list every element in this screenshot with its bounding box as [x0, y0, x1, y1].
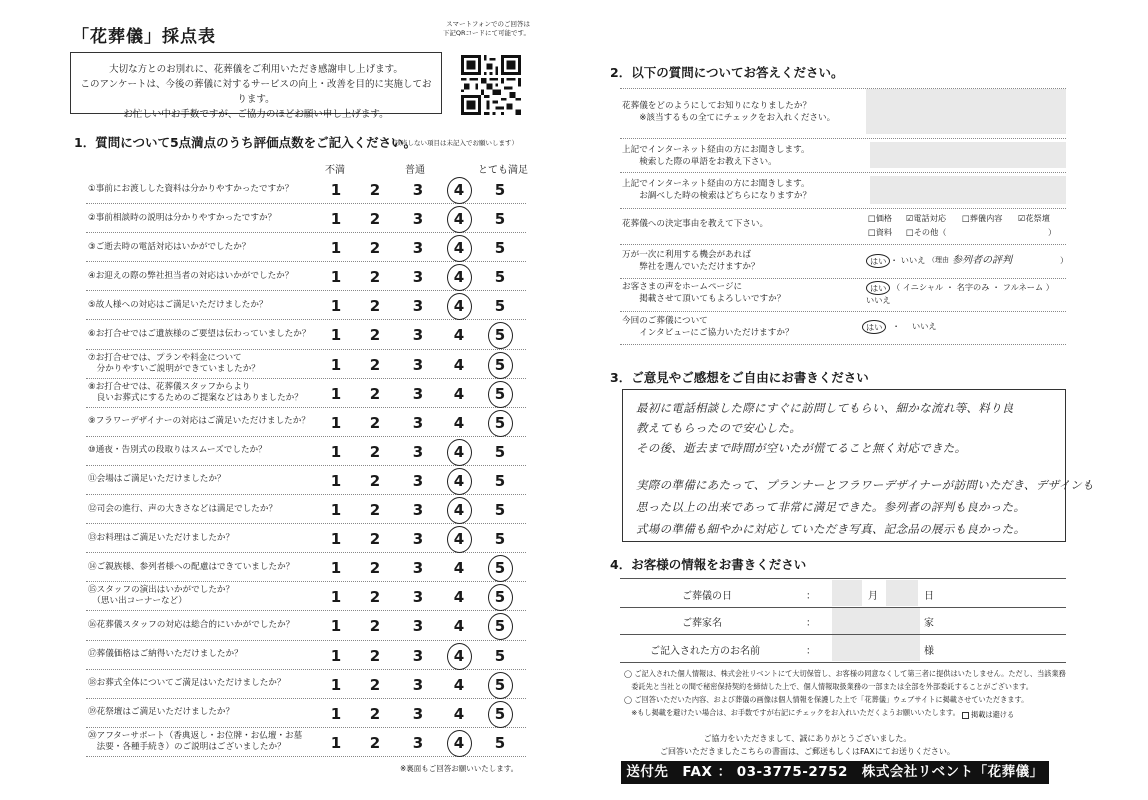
score-5[interactable]: 5 [494, 471, 506, 490]
option-flower-altar[interactable]: ☑花祭壇 [1018, 213, 1050, 223]
score-5-circled[interactable]: 5 [489, 588, 511, 606]
redacted-area [870, 176, 1066, 204]
score-1[interactable]: 1 [330, 210, 342, 229]
score-3[interactable]: 3 [412, 530, 424, 549]
score-4-circled[interactable]: 4 [448, 268, 470, 286]
avoid-publish-label: 掲載は避ける [971, 710, 1015, 719]
option-materials[interactable]: □資料 [868, 227, 893, 237]
score-2[interactable]: 2 [369, 239, 381, 258]
comment-line: 最初に電話相談した際にすぐに訪問してもらい、細かな流れ等、料り良 [636, 401, 1014, 415]
score-1[interactable]: 1 [330, 501, 342, 520]
score-4-circled[interactable]: 4 [448, 734, 470, 752]
score-4-circled[interactable]: 4 [448, 297, 470, 315]
score-3[interactable]: 3 [412, 559, 424, 578]
rating-table [86, 175, 526, 757]
score-3[interactable]: 3 [412, 733, 424, 752]
divider [620, 662, 1066, 663]
score-3[interactable]: 3 [412, 471, 424, 490]
score-2[interactable]: 2 [369, 442, 381, 461]
rating-row [86, 262, 526, 291]
suffix-family: 家 [924, 618, 934, 629]
score-3[interactable]: 3 [412, 588, 424, 607]
comment-line: 思った以上の出来であって非常に満足できた。参列者の評判も良かった。 [636, 500, 1026, 514]
question-text: ⑲花祭壇はご満足いただけましたか？ [88, 707, 235, 718]
score-5[interactable]: 5 [494, 268, 506, 287]
scale-label-low: 不満 [325, 165, 345, 176]
divider [620, 244, 1066, 245]
question-use-again: 万が一次に利用する機会があれば 弊社を選んでいただけますか？ [622, 250, 760, 272]
score-3[interactable]: 3 [412, 646, 424, 665]
option-content[interactable]: □葬儀内容 [962, 213, 1003, 223]
rating-row [86, 233, 526, 262]
question-text: ⑯花葬儀スタッフの対応は総合的にいかがでしたか？ [88, 619, 295, 630]
score-4[interactable]: 4 [453, 384, 465, 403]
question-text: ⑨フラワーデザイナーの対応はご満足いただけましたか？ [88, 416, 310, 427]
score-3[interactable]: 3 [412, 675, 424, 694]
score-5-circled[interactable]: 5 [489, 676, 511, 694]
thanks-message: ご協力をいただきまして、誠にありがとうございました。 ご回答いただきましたこちらの書面は、ご郵送もしくはFAXにてお送りください。 [660, 734, 955, 756]
score-1[interactable]: 1 [330, 181, 342, 199]
score-5-circled[interactable]: 5 [489, 356, 511, 374]
score-4[interactable]: 4 [453, 675, 465, 694]
intro-line: このアンケートは、今後の葬儀に対するサービスの向上・改善を目的に実施しております。 [80, 79, 432, 105]
score-3[interactable]: 3 [412, 413, 424, 432]
rating-row [86, 350, 526, 379]
answer-no[interactable]: いいえ [866, 295, 891, 305]
score-4-circled[interactable]: 4 [448, 472, 470, 490]
score-1[interactable]: 1 [330, 355, 342, 374]
question-text: ⑩通夜・告別式の段取りはスムーズでしたか？ [88, 445, 267, 456]
score-5-circled[interactable]: 5 [489, 326, 511, 344]
question-text: ⑭ご親族様、参列者様への配慮はできていましたか？ [88, 561, 295, 572]
answer-separator: ・ [892, 321, 901, 331]
intro-line: 大切な方とのお別れに、花葬儀をご利用いただき感謝申し上げます。 [109, 64, 403, 75]
fax-banner: 送付先 FAX ： 03-3775-2752 株式会社リベント「花葬儀」 [621, 761, 1049, 784]
score-1[interactable]: 1 [330, 733, 342, 752]
label-family-name: ご葬家名 [682, 618, 722, 629]
score-2[interactable]: 2 [369, 384, 381, 403]
score-3[interactable]: 3 [412, 297, 424, 316]
question-text: ⑦お打合せでは、プランや料金について 分かりやすいご説明ができていましたか？ [88, 352, 260, 374]
comment-line: その後、逝去まで時間が空いたが慌てること無く対応できた。 [636, 441, 967, 455]
score-2[interactable]: 2 [369, 530, 381, 549]
score-2[interactable]: 2 [369, 588, 381, 607]
score-2[interactable]: 2 [369, 559, 381, 578]
score-5[interactable]: 5 [494, 181, 506, 199]
score-2[interactable]: 2 [369, 704, 381, 723]
score-3[interactable]: 3 [412, 704, 424, 723]
score-4[interactable]: 4 [453, 559, 465, 578]
question-text: ⑪会場はご満足いただけましたか？ [88, 474, 226, 485]
divider [620, 208, 1066, 209]
score-1[interactable]: 1 [330, 588, 342, 607]
redacted-area [832, 580, 862, 606]
suffix-month: 月 [868, 591, 878, 602]
score-2[interactable]: 2 [369, 733, 381, 752]
rating-row [86, 524, 526, 553]
score-4-circled[interactable]: 4 [448, 181, 470, 199]
score-2[interactable]: 2 [369, 210, 381, 229]
intro-line: お忙しい中お手数ですが、ご協力のほどお願い申し上げます。 [123, 109, 389, 120]
score-1[interactable]: 1 [330, 297, 342, 316]
score-5[interactable]: 5 [494, 530, 506, 549]
score-4-circled[interactable]: 4 [448, 210, 470, 228]
intro-box [70, 52, 442, 120]
score-1[interactable]: 1 [330, 617, 342, 636]
option-other-close: ） [1048, 227, 1057, 237]
divider [620, 311, 1066, 312]
question-text: ①事前にお渡しした資料は分かりやすかったですか？ [88, 183, 294, 194]
score-1[interactable]: 1 [330, 268, 342, 287]
question-text: ⑮スタッフの演出はいかがでしたか？ （思い出コーナーなど） [88, 585, 235, 607]
answer-no[interactable]: いいえ [912, 321, 937, 331]
question-text: ⑧お打合せでは、花葬儀スタッフからより 良いお葬式にするためのご提案などはありましたか？ [88, 381, 303, 403]
answer-no[interactable]: ・ いいえ [890, 255, 926, 265]
section4-title: 4．お客様の情報をお書きください [610, 557, 807, 572]
score-4-circled[interactable]: 4 [448, 647, 470, 665]
comment-line: 教えてもらったので安心した。 [636, 421, 802, 435]
rating-row [86, 379, 526, 408]
score-3[interactable]: 3 [412, 268, 424, 287]
score-2[interactable]: 2 [369, 297, 381, 316]
rating-row [86, 408, 526, 437]
redacted-area [870, 142, 1066, 168]
divider [620, 578, 1066, 579]
answer-yes-circled[interactable]: はい [866, 254, 890, 268]
score-5-circled[interactable]: 5 [489, 559, 511, 577]
score-2[interactable]: 2 [369, 675, 381, 694]
score-4-circled[interactable]: 4 [448, 501, 470, 519]
divider [620, 344, 1066, 345]
score-2[interactable]: 2 [369, 413, 381, 432]
question-search-engine: 上記でインターネット経由の方にお聞きします。 お調べした時の検索はどちらになりますか？ [622, 179, 812, 201]
rating-row [86, 495, 526, 524]
score-4[interactable]: 4 [453, 588, 465, 607]
score-2[interactable]: 2 [369, 646, 381, 665]
score-5-circled[interactable]: 5 [489, 414, 511, 432]
score-5-circled[interactable]: 5 [489, 617, 511, 635]
rating-row [86, 320, 526, 349]
question-text: ⑳アフターサポート（香典返し・お位牌・お仏壇・お墓 法要・各種手続き）のご説明はございましたか？ [88, 730, 303, 752]
question-decision-reason: 花葬儀への決定事由を教えて下さい。 [622, 219, 769, 229]
score-5[interactable]: 5 [494, 239, 506, 258]
score-5-circled[interactable]: 5 [489, 385, 511, 403]
label-writer-name: ご記入された方のお名前 [650, 646, 760, 657]
score-2[interactable]: 2 [369, 501, 381, 520]
section1-title: 1．質問について5点満点のうち評価点数をご記入ください。 [74, 135, 417, 150]
score-3[interactable]: 3 [412, 501, 424, 520]
reason-handwriting: 参列者の評判 [952, 255, 1012, 266]
score-4-circled[interactable]: 4 [448, 239, 470, 257]
score-4-circled[interactable]: 4 [448, 443, 470, 461]
avoid-publish-checkbox[interactable] [962, 709, 1014, 721]
checkbox-icon[interactable] [962, 712, 969, 719]
score-3[interactable]: 3 [412, 181, 424, 199]
colon: ： [806, 618, 816, 629]
score-1[interactable]: 1 [330, 326, 342, 345]
redacted-area [832, 635, 920, 661]
score-2[interactable]: 2 [369, 471, 381, 490]
score-2[interactable]: 2 [369, 181, 381, 199]
question-publish-voice: お客さまの声をホームページに 掲載させて頂いてもよろしいですか？ [622, 282, 786, 304]
score-5[interactable]: 5 [494, 646, 506, 665]
label-funeral-date: ご葬儀の日 [682, 591, 732, 602]
redacted-area [832, 608, 920, 634]
rating-row [86, 204, 526, 233]
question-text: ⑱お葬式全体についてご満足はいただけましたか？ [88, 678, 286, 689]
scale-label-mid: 普通 [405, 165, 425, 176]
score-4[interactable]: 4 [453, 355, 465, 374]
option-price[interactable]: □価格 [868, 213, 893, 223]
score-5[interactable]: 5 [494, 210, 506, 229]
rating-row [86, 437, 526, 466]
score-4[interactable]: 4 [453, 326, 465, 345]
score-5-circled[interactable]: 5 [489, 705, 511, 723]
colon: ： [806, 646, 816, 657]
score-5[interactable]: 5 [494, 297, 506, 316]
option-phone[interactable]: ☑電話対応 [906, 213, 947, 223]
question-text: ③ご逝去時の電話対応はいかがでしたか？ [88, 241, 251, 252]
back-note: ※裏面もご回答お願いいたします。 [400, 764, 519, 773]
section1-note: （該当しない項目は未記入でお願いします） [388, 139, 518, 147]
question-how-found: 花葬儀をどのようにしてお知りになりましたか？ ※該当するもの全てにチェックをお入れください。 [622, 101, 836, 123]
score-2[interactable]: 2 [369, 355, 381, 374]
score-1[interactable]: 1 [330, 530, 342, 549]
score-1[interactable]: 1 [330, 413, 342, 432]
rating-row [86, 728, 526, 757]
divider [620, 138, 1066, 139]
question-text: ⑬お料理はご満足いただけましたか？ [88, 532, 235, 543]
rating-row [86, 670, 526, 699]
question-text: ⑥お打合せではご遺族様のご要望は伝わっていましたか？ [88, 328, 311, 339]
redacted-area [866, 89, 1066, 134]
score-1[interactable]: 1 [330, 559, 342, 578]
score-1[interactable]: 1 [330, 384, 342, 403]
qr-note: スマートフォンでのご回答は 下記QRコードにて可能です。 [442, 20, 530, 37]
question-interview: 今回のご葬儀について インタビューにご協力いただけますか？ [622, 316, 794, 338]
score-3[interactable]: 3 [412, 617, 424, 636]
question-text: ⑫司会の進行、声の大きさなどは満足でしたか？ [88, 503, 278, 514]
score-1[interactable]: 1 [330, 675, 342, 694]
reason-label: （理由 [928, 256, 949, 264]
suffix-day: 日 [924, 591, 934, 602]
rating-row [86, 291, 526, 320]
score-3[interactable]: 3 [412, 326, 424, 345]
rating-row [86, 641, 526, 670]
divider [620, 278, 1066, 279]
suffix-sama: 様 [924, 646, 934, 657]
question-text: ②事前相談時の説明は分かりやすかったですか？ [88, 212, 277, 223]
section2-title: 2．以下の質問についてお答えください。 [610, 65, 844, 80]
option-other[interactable]: □その他（ [906, 227, 947, 237]
score-4[interactable]: 4 [453, 413, 465, 432]
answer-yes-circled[interactable]: はい [866, 281, 890, 295]
score-4-circled[interactable]: 4 [448, 530, 470, 548]
question-text: ⑤故人様への対応はご満足いただけましたか？ [88, 299, 268, 310]
question-text: ④お迎えの際の弊社担当者の対応はいかがでしたか？ [88, 270, 294, 281]
divider [620, 172, 1066, 173]
rating-row [86, 553, 526, 582]
score-1[interactable]: 1 [330, 442, 342, 461]
score-4[interactable]: 4 [453, 704, 465, 723]
rating-row [86, 175, 526, 204]
redacted-area [886, 580, 918, 606]
privacy-notice: ◯ ご記入された個人情報は、株式会社リベントにて大切保管し、お客様の同意なくして第三者に提供はいたしません。ただし、当該業務 委託先と当社との間で秘密保持契約を締結した上で、個人情報取扱業務の一部または全部を外部委託することがございます。 ◯ ご回答いただいた内容、および葬儀の画像は個人情報を保護した上で「花葬儀」ウェブサイトに掲載させていただきます。 ※もし掲載を避けたい場合は、お手数ですが右記にチェックをお入れいただくようお願いいたします。 [624, 669, 1066, 717]
scale-label-high: とても満足 [478, 165, 528, 176]
reason-close: ） [1060, 255, 1069, 265]
score-5[interactable]: 5 [494, 442, 506, 461]
rating-row [86, 466, 526, 495]
score-1[interactable]: 1 [330, 704, 342, 723]
score-2[interactable]: 2 [369, 617, 381, 636]
rating-row [86, 699, 526, 728]
score-4[interactable]: 4 [453, 617, 465, 636]
rating-row [86, 611, 526, 640]
name-format-options[interactable]: （ イニシャル ・ 名字のみ ・ フルネーム ） [892, 282, 1054, 292]
page-title: 「花葬儀」採点表 [72, 27, 216, 47]
qr-code [461, 55, 521, 115]
question-search-word: 上記でインターネット経由の方にお聞きします。 検索した際の単語をお教え下さい。 [622, 145, 810, 167]
section3-title: 3．ご意見やご感想をご自由にお書きください [610, 370, 869, 385]
question-text: ⑰葬儀価格はご納得いただけましたか？ [88, 649, 243, 659]
score-5[interactable]: 5 [494, 733, 506, 752]
score-1[interactable]: 1 [330, 646, 342, 665]
score-3[interactable]: 3 [412, 442, 424, 461]
score-2[interactable]: 2 [369, 326, 381, 345]
colon: ： [806, 591, 816, 602]
score-1[interactable]: 1 [330, 239, 342, 258]
answer-yes-circled[interactable]: はい [862, 320, 886, 334]
comment-line: 実際の準備にあたって、プランナーとフラワーデザイナーが訪問いただき、デザインも [636, 478, 1094, 492]
score-3[interactable]: 3 [412, 355, 424, 374]
score-3[interactable]: 3 [412, 210, 424, 229]
comment-line: 式場の準備も細やかに対応していただき写真、記念品の展示も良かった。 [636, 522, 1026, 536]
score-1[interactable]: 1 [330, 471, 342, 490]
score-5[interactable]: 5 [494, 501, 506, 520]
score-2[interactable]: 2 [369, 268, 381, 287]
score-3[interactable]: 3 [412, 384, 424, 403]
rating-row [86, 582, 526, 611]
score-3[interactable]: 3 [412, 239, 424, 258]
